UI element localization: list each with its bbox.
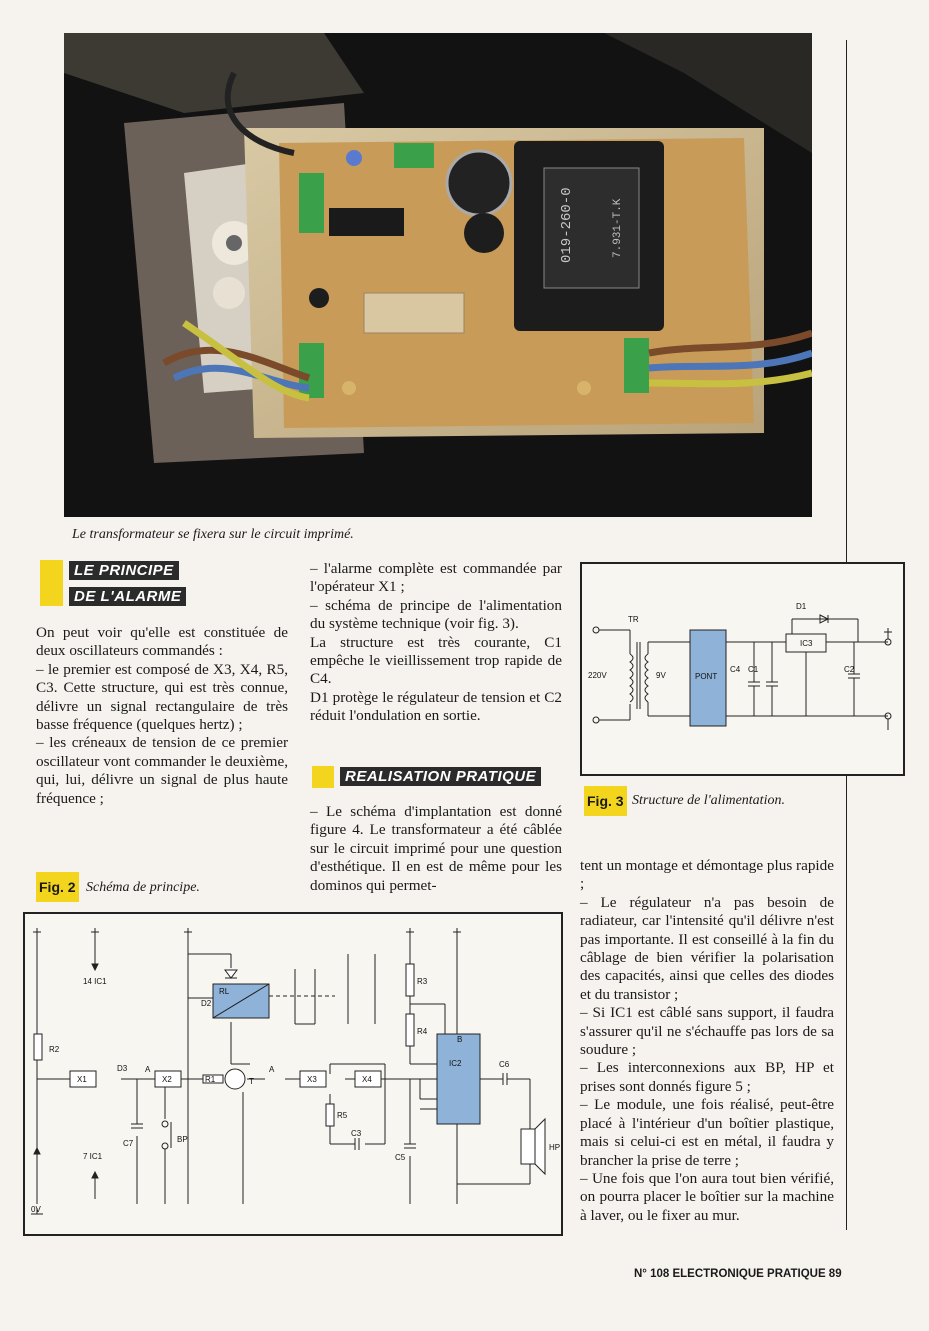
- circuit-photo: [64, 33, 812, 517]
- heading-realisation: REALISATION PRATIQUE: [340, 767, 541, 786]
- d3-label: D3: [117, 1064, 128, 1073]
- hp-label: HP: [549, 1143, 561, 1152]
- c1-label: C1: [748, 665, 759, 674]
- transformer-text: 019-260-0: [559, 187, 575, 263]
- rl-label: RL: [219, 987, 230, 996]
- r1-label: R1: [205, 1075, 216, 1084]
- column-2-realisation-text: [310, 803, 562, 895]
- d1-label: D1: [796, 602, 807, 611]
- r2-resistor: [34, 1034, 42, 1060]
- v220-label: 220V: [588, 671, 607, 680]
- column-1-text: [36, 624, 288, 808]
- heading-accent: [312, 766, 334, 788]
- transformer-subtext: 7.931-T.K: [612, 198, 624, 258]
- hp-speaker: [521, 1129, 535, 1164]
- fig2-caption: Schéma de principe.: [86, 880, 200, 895]
- paragraph: La structure est très courante, C1 empêche le vieillissement trop rapide de C4.: [310, 633, 562, 688]
- transistor: [225, 1069, 245, 1089]
- fig3-caption: Structure de l'alimentation.: [632, 793, 785, 808]
- ic1-bot-label: 7 IC1: [83, 1152, 103, 1161]
- paragraph: – les créneaux de tension de ce premier oscillateur vont commander le deuxième, qui, lui, délivre un signal de plus haute fréquence ;: [36, 734, 288, 807]
- c6-label: C6: [499, 1060, 510, 1069]
- paragraph: tent un montage et démontage plus rapide ;: [580, 857, 834, 893]
- a-label-2: A: [145, 1065, 151, 1074]
- a-label: A: [269, 1065, 275, 1074]
- paragraph: – Une fois que l'on aura tout bien vérifié, on pourra placer le boîtier sur la machine à laver, ou le fixer au mur.: [580, 1169, 834, 1224]
- ic1-top-label: 14 IC1: [83, 977, 107, 986]
- paragraph: – Le régulateur n'a pas besoin de radiateur, car l'intensité qu'il délivre n'est pas importante. Il est conseillé à la fin du câblage de bien vérifier la polarisation des capacités, ainsi que celles des diodes et du transistor ;: [580, 893, 834, 1003]
- paragraph: – schéma de principe de l'alimentation du système technique (voir fig. 3).: [310, 596, 562, 633]
- c2-label: C2: [844, 665, 855, 674]
- tr-label: TR: [628, 615, 639, 624]
- ic2-block: [437, 1034, 480, 1124]
- t-label: T: [249, 1077, 254, 1086]
- column-3-text: [580, 857, 834, 1225]
- c5-label: C5: [395, 1153, 406, 1162]
- paragraph: – Le module, une fois réalisé, peut-être placé à l'intérieur d'un boîtier plastique, mais si celui-ci est en métal, il faudra y brancher la prise de terre ;: [580, 1096, 834, 1169]
- x1-label: X1: [77, 1075, 87, 1084]
- b-label: B: [457, 1035, 463, 1044]
- r5-label: R5: [337, 1111, 348, 1120]
- section-heading-realisation: [340, 767, 541, 786]
- c3-label: C3: [351, 1129, 362, 1138]
- ic3-label: IC3: [800, 639, 813, 648]
- photo-caption: Le transformateur se fixera sur le circuit imprimé.: [72, 527, 354, 542]
- d2-label: D2: [201, 999, 212, 1008]
- fig2-schematic: [23, 912, 563, 1236]
- heading-line-2: DE L'ALARME: [69, 587, 186, 606]
- section-heading-alarme: [69, 587, 186, 606]
- heading-line-1: LE PRINCIPE: [69, 561, 179, 580]
- r5-resistor: [326, 1104, 334, 1126]
- heading-accent: [40, 560, 63, 606]
- paragraph: – Le schéma d'implantation est donné figure 4. Le transformateur a été câblée sur le circuit imprimé pour une question d'esthétique. Il en est de même pour les dominos qui permet-: [310, 803, 562, 894]
- r3-resistor: [406, 964, 414, 996]
- column-2-text: [310, 560, 562, 726]
- c7-label: C7: [123, 1139, 134, 1148]
- page-footer: N° 108 ELECTRONIQUE PRATIQUE 89: [634, 1268, 842, 1280]
- fig3-schematic: [580, 562, 905, 776]
- v9-label: 9V: [656, 671, 666, 680]
- photo-illustration: [64, 33, 812, 517]
- paragraph: D1 protège le régulateur de tension et C2 réduit l'ondulation en sortie.: [310, 688, 562, 725]
- x4-label: X4: [362, 1075, 372, 1084]
- r4-label: R4: [417, 1027, 428, 1036]
- x3-label: X3: [307, 1075, 317, 1084]
- paragraph: – l'alarme complète est commandée par l'opérateur X1 ;: [310, 560, 562, 596]
- fig2-label: Fig. 2: [36, 872, 79, 902]
- fig3-svg: [582, 564, 903, 774]
- r3-label: R3: [417, 977, 428, 986]
- ic2-label: IC2: [449, 1059, 462, 1068]
- bp-label: BP: [177, 1135, 188, 1144]
- zero-v-label: 0V: [31, 1205, 41, 1214]
- paragraph: – Si IC1 est câblé sans support, il faudra s'assurer qu'il ne s'échauffe pas lors de sa soudure ;: [580, 1004, 834, 1059]
- fig3-label: Fig. 3: [584, 786, 627, 816]
- paragraph: On peut voir qu'elle est constituée de deux oscillateurs commandés :: [36, 624, 288, 660]
- section-heading-principe: [69, 561, 179, 580]
- fig2-svg: [25, 914, 561, 1234]
- pont-label: PONT: [695, 672, 718, 681]
- paragraph: – Les interconnexions aux BP, HP et prises sont donnés figure 5 ;: [580, 1059, 834, 1095]
- paragraph: – le premier est composé de X3, X4, R5, C3. Cette structure, qui est très connue, délivre un signal rectangulaire de très basse fréquence (quelques hertz) ;: [36, 660, 288, 734]
- r4-resistor: [406, 1014, 414, 1046]
- x2-label: X2: [162, 1075, 172, 1084]
- r2-label: R2: [49, 1045, 60, 1054]
- c4-label: C4: [730, 665, 741, 674]
